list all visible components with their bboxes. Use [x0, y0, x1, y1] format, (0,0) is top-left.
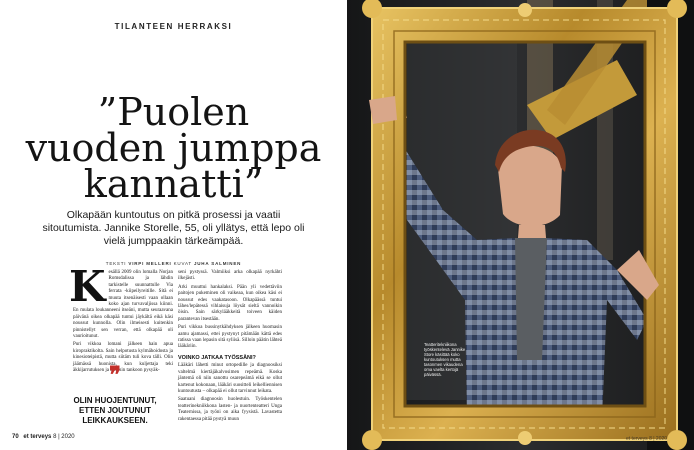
quote-mark-icon: ❞: [109, 362, 121, 388]
pull-quote: [62, 362, 168, 426]
photo-caption: Teatteritekniikona työskentelevä Jannike Store käsittää koko kuntoutuksen mutta tasonmen vikaudena oma vaelta kertojä päivässä.: [424, 342, 466, 377]
right-page-footer: et terveys 8 | 2020: [626, 436, 668, 442]
drop-cap: K: [69, 262, 106, 311]
body-paragraph: esällä 2009 olin lomalla Norjan Romsdalissa ja lähdin tarkistelle suunnattulle Via ferrata -kiipeilyreitille. Sitä ei muuta itsenäisesti vaan ollaan koko ajan turvavaljissa kiinni. En mulata loukanneeni itseäni, mutta seuraavana päivänä oikea olkapää tuntui jäykältä eikä käsi noussut kunnolla. Olin ilmeisesti kuitenkin pinnistellyt sen verran, että olkapää oli vaurioitunut.: [73, 270, 173, 340]
body-column-2: [178, 270, 282, 425]
headline-line-1: ”Puolen: [97, 90, 250, 134]
body-paragraph: Puri vikkoa lomani jälkeen hain apua kiropraktikolta. Sain helpotusta kylmähoidosta ja kinesioteipistä, mutta siitäm tuli kova tälli. Olin jäämässä huonista, kun kuljettaja teki äkkijarrutuksen ja tarrasin tankoon pysyäk-: [73, 342, 173, 374]
byline: [0, 261, 347, 266]
body-paragraph: Saatuani diagnoosin huolestuin. Työskentelen teatterinekniikkona lasten- ja nuortenteatteri Unga Teaternissa, ja työni on aika fyysistä. Lavastetta rakentaessa pitää pystyä muun: [178, 397, 282, 422]
photo-illustration: [347, 0, 694, 450]
body-paragraph: Puri vikkoa bussinytkähdyksen jälkeen huomasin aamu ajamassi, ettei pystynyt pitämään kättä edes ratissa vaan lepasin sitä syliisä. Silloin päätin lähteä lääkäriin.: [178, 325, 282, 350]
subheading: VOINKO JATKAA TYÖSSÄNI?: [178, 354, 256, 361]
headline-line-3: kannatti”: [83, 162, 264, 206]
byline-text-label: TEKSTI: [105, 261, 127, 266]
body-paragraph: Lääkäri lähetti minut ortopedille ja diagnoosiksi valtelmä kiertäjäkalvosimen repeämä. Koska jäntemä oli niin sanottu osarepeämä eikä se ollut kartenut kokonaan, lääkäri suositteli leikelliennisen kuntoutusta – olkapää ei ollut tarvinnut leikata.: [178, 363, 282, 394]
photo-page: [347, 0, 694, 450]
body-paragraph: Arki muuttui hankalaksi. Pään yli vedettäviin paitojen pukeminen oli vaikeaa, kun oikea käsi ei noussut edes vaakatasoon. Olkapäässä tuntui lähes/lepätessä vihlaisuja löysät sieltä vannoikin öisin. Sain särkylääkkeitä toiveen käiden parantevan itsestään.: [178, 284, 282, 322]
headline-line-2: vuoden jumppa: [25, 126, 322, 170]
byline-photo-author: JUHA SALMINEN: [193, 261, 242, 266]
body-paragraph: seni pystyssä. Valmiiksi arka olkapää nyrkähti ilkejästi.: [178, 270, 282, 282]
headline: [0, 90, 347, 206]
lead-paragraph: Olkapään kuntoutus on pitkä prosessi ja vaatii sitoutumista. Jannike Storelle, 55, oli yllätys, että lepo oli vielä jumppaakin tärkeämpää.: [42, 209, 305, 247]
page-number: 70: [12, 434, 19, 440]
page-footer: [12, 434, 75, 440]
byline-text-author: VIRPI MELLERI: [128, 261, 172, 266]
section-label: TILANTEEN HERRAKSI: [114, 22, 233, 31]
byline-photo-label: KUVAT: [173, 261, 192, 266]
pull-quote-text: OLIN HUOJENTUNUT, ETTEN JOUTUNUT LEIKKAUKSEEN.: [73, 396, 157, 425]
magazine-name: et terveys: [23, 434, 52, 440]
issue-number: 8 | 2020: [53, 434, 75, 440]
